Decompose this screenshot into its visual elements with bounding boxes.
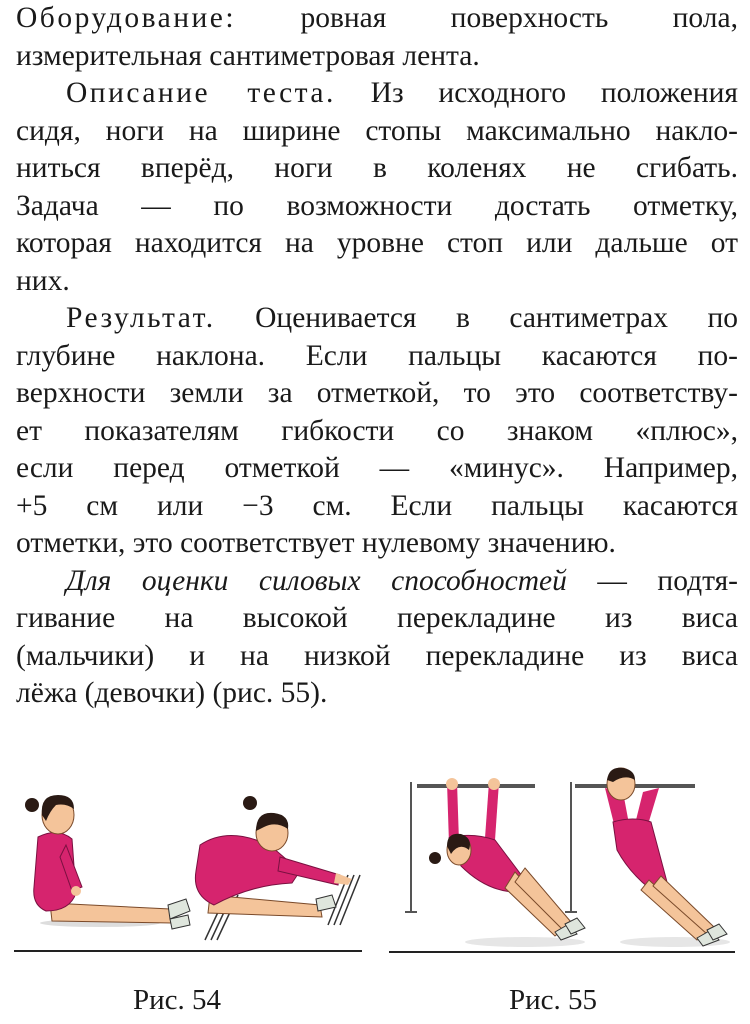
paragraph-description: Описание теста. Из исходного положения сидя, ноги на ширине стопы максимально накло- ниться вперёд, ноги в коленях не сгибать. Задача — по возможности достать отметку, которая находится на уровне стоп или дальше от них. [16, 77, 738, 297]
figure-54-caption: Рис. 54 [133, 984, 222, 1016]
paragraph-strength: Для оценки силовых способностей — подтя- гивание на высокой перекладине из виса (мальчики) и на низкой перекладине из виса лёжа (девочки) (рис. 55). [16, 564, 738, 709]
label-equipment: Оборудование: [16, 2, 237, 34]
figure-55-caption: Рис. 55 [509, 984, 598, 1016]
label-result: Результат. [66, 302, 216, 334]
paragraph-equipment: Оборудование: ровная поверхность пола, измерительная сантиметровая лента. [16, 2, 738, 72]
label-description: Описание теста. [66, 77, 336, 109]
paragraph-result: Результат. Оценивается в сантиметрах по глубине наклона. Если пальцы касаются по- верхности земли за отметкой, то это соответству- ет показателям гибкости со знаком «плюс», если перед отметкой — «минус». Например, +5 см или −3 см. Если пальцы касаются отметки, это соответствует нулевому значению. [16, 302, 738, 559]
sit-and-reach-illustration [10, 775, 370, 965]
text-body [16, 0, 738, 713]
pull-up-illustration [385, 762, 740, 967]
label-strength: Для оценки силовых способностей [66, 564, 567, 597]
